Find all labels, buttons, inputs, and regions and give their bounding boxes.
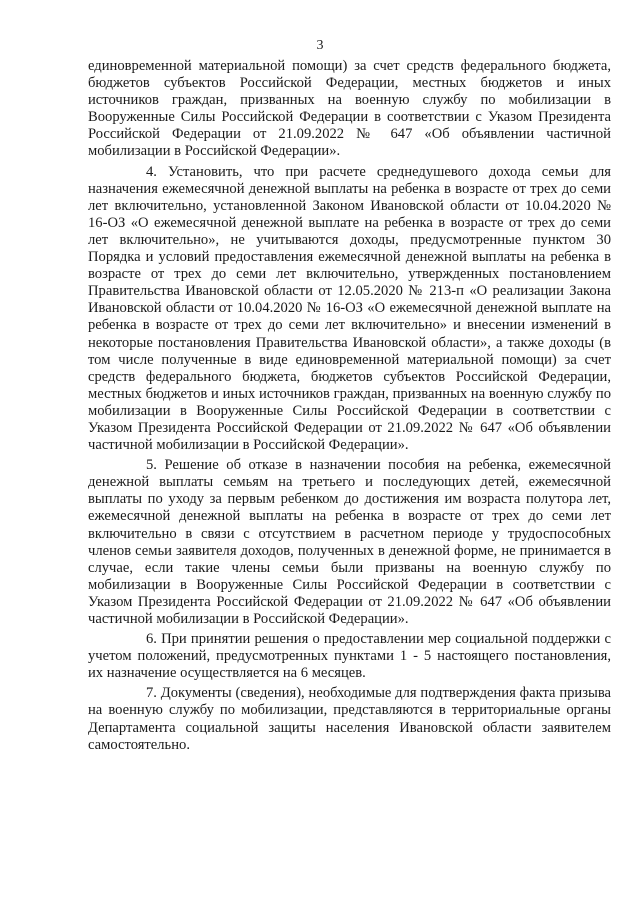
paragraph-continuation: единовременной материальной помощи) за счет средств федерального бюджета, бюджетов субъектов Российской Федерации, местных бюджетов и иных источников граждан, призванных на военную службу по мобилизации в Вооруженные Силы Российской Федерации в соответствии с Указом Президента Российской Федерации от 21.09.2022 № 647 «Об объявлении частичной мобилизации в Российской Федерации». (88, 58, 611, 160)
page-number: 3 (316, 38, 324, 53)
document-body (88, 58, 611, 757)
paragraph-item-6: 6. При принятии решения о предоставлении мер социальной поддержки с учетом положений, предусмотренных пунктами 1 - 5 настоящего постановления, их назначение осуществляется на 6 месяцев. (88, 631, 611, 682)
paragraph-item-4: 4. Установить, что при расчете среднедушевого дохода семьи для назначения ежемесячной денежной выплаты на ребенка в возрасте от трех до семи лет включительно, установленной Законом Ивановской области от 10.04.2020 № 16-ОЗ «О ежемесячной денежной выплате на ребенка в возрасте от трех до семи лет включительно», не учитываются доходы, предусмотренные пунктом 30 Порядка и условий предоставления ежемесячной денежной выплаты на ребенка в возрасте от трех до семи лет включительно, утвержденных постановлением Правительства Ивановской области от 12.05.2020 № 213-п «О реализации Закона Ивановской области от 10.04.2020 № 16-ОЗ «О ежемесячной денежной выплате на ребенка в возрасте от трех до семи лет включительно» и внесении изменений в некоторые постановления Правительства Ивановской области», а также доходы (в том числе полученные в виде единовременной материальной помощи) за счет средств федерального бюджета, бюджетов субъектов Российской Федерации, местных бюджетов и иных источников граждан, призванных на военную службу по мобилизации в Вооруженные Силы Российской Федерации в соответствии с Указом Президента Российской Федерации от 21.09.2022 № 647 «Об объявлении частичной мобилизации в Российской Федерации». (88, 163, 611, 454)
paragraph-item-7: 7. Документы (сведения), необходимые для подтверждения факта призыва на военную службу по мобилизации, представляются в территориальные органы Департамента социальной защиты населения Ивановской области заявителем самостоятельно. (88, 685, 611, 753)
paragraph-item-5: 5. Решение об отказе в назначении пособия на ребенка, ежемесячной денежной выплаты семьям на третьего и последующих детей, ежемесячной выплаты по уходу за первым ребенком до достижения им возраста полутора лет, ежемесячной денежной выплаты на ребенка в возрасте от трех до семи лет включительно в связи с отсутствием в расчетном периоде у трудоспособных членов семьи заявителя доходов, полученных в денежной форме, не принимается в случае, если такие члены семьи были призваны на военную службу по мобилизации в Вооруженные Силы Российской Федерации в соответствии с Указом Президента Российской Федерации от 21.09.2022 № 647 «Об объявлении частичной мобилизации в Российской Федерации». (88, 457, 611, 627)
